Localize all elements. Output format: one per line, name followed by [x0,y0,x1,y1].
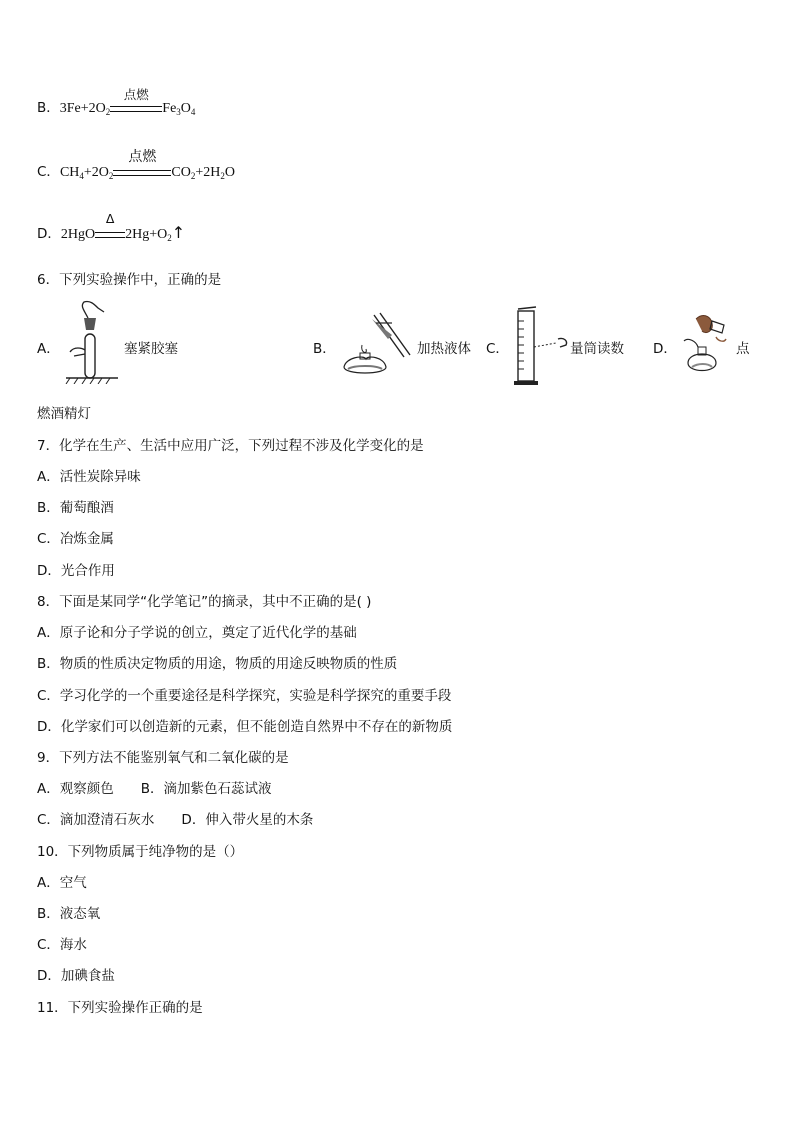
equation-text: Fe [162,101,177,116]
question-6-stem: 6．下列实验操作中，正确的是 [37,272,222,288]
subscript: 4 [79,171,84,181]
subscript: 2 [105,107,111,117]
subscript: 2 [190,171,196,181]
equation-text: O [180,101,191,116]
alcohol-lamp-illustration [676,311,736,381]
question-8-stem: 8．下面是某同学“化学笔记”的摘录，其中不正确的是( ) [37,594,372,610]
equation-text: +2H [195,165,221,180]
q6-option-b-text: 加热液体 [417,341,471,357]
q7-option-b: B．葡萄酿酒 [37,500,114,516]
q8-option-a: A．原子论和分子学说的创立，奠定了近代化学的基础 [37,625,357,641]
equation-c [37,149,235,181]
heating-liquid-illustration [334,309,416,381]
equation-b [37,87,196,117]
equation-text: 3Fe+2O [59,101,106,116]
question-10-stem: 10．下列物质属于纯净物的是（） [37,844,244,860]
q7-option-d: D．光合作用 [37,563,115,579]
q8-option-c: C．学习化学的一个重要途径是科学探究，实验是科学探究的重要手段 [37,688,452,704]
subscript: 2 [108,171,114,181]
condition-text: Δ [105,211,115,226]
equation-text: CH [59,165,80,180]
option-label: C． [37,164,60,180]
equation-text: CO [171,165,191,180]
q6-option-c-label: C． [486,341,509,357]
question-7-stem: 7．化学在生产、生活中应用广泛，下列过程不涉及化学变化的是 [37,438,424,454]
question-9-stem: 9．下列方法不能鉴别氧气和二氧化碳的是 [37,750,289,766]
subscript: 2 [220,171,225,181]
q6-option-d-text: 点 [736,341,750,357]
reaction-condition [113,149,171,181]
q6-option-a-label: A． [37,341,60,357]
reaction-condition [95,211,125,243]
reaction-condition [110,87,162,117]
stopper-tube-illustration [64,298,120,384]
q6-option-d-text-continued: 燃酒精灯 [37,406,91,422]
equation-text: 2Hg+O [125,227,168,242]
q9-options-row-1: A．观察颜色 B．滴加紫色石蕊试液 [37,781,272,797]
equation-d [37,211,186,243]
q6-option-d-label: D． [653,341,677,357]
q7-option-a: A．活性炭除异味 [37,469,141,485]
equation-text: O [224,165,235,180]
graduated-cylinder-illustration [510,305,570,387]
option-label: B． [37,100,60,116]
option-label: D． [37,226,61,242]
q6-option-a-text: 塞紧胶塞 [124,341,178,357]
q7-option-c: C．冶炼金属 [37,531,114,547]
q8-option-b: B．物质的性质决定物质的用途，物质的用途反映物质的性质 [37,656,398,672]
subscript: 4 [190,107,196,117]
condition-text: 点燃 [123,87,149,102]
condition-text: 点燃 [128,149,157,165]
q6-option-b-label: B． [313,341,336,357]
q10-option-d: D．加碘食盐 [37,968,115,984]
q10-option-a: A．空气 [37,875,87,891]
q10-option-b: B．液态氧 [37,906,101,922]
equation-text: +2O [83,165,109,180]
subscript: 2 [167,233,172,243]
q8-option-d: D．化学家们可以创造新的元素，但不能创造自然界中不存在的新物质 [37,719,453,735]
gas-arrow: ↑ [171,223,186,242]
question-11-stem: 11．下列实验操作正确的是 [37,1000,203,1016]
equation-text: 2HgO [60,227,96,242]
subscript: 3 [176,107,181,117]
q9-options-row-2: C．滴加澄清石灰水 D．伸入带火星的木条 [37,812,314,828]
q6-option-c-text: 量筒读数 [570,341,624,357]
q10-option-c: C．海水 [37,937,87,953]
